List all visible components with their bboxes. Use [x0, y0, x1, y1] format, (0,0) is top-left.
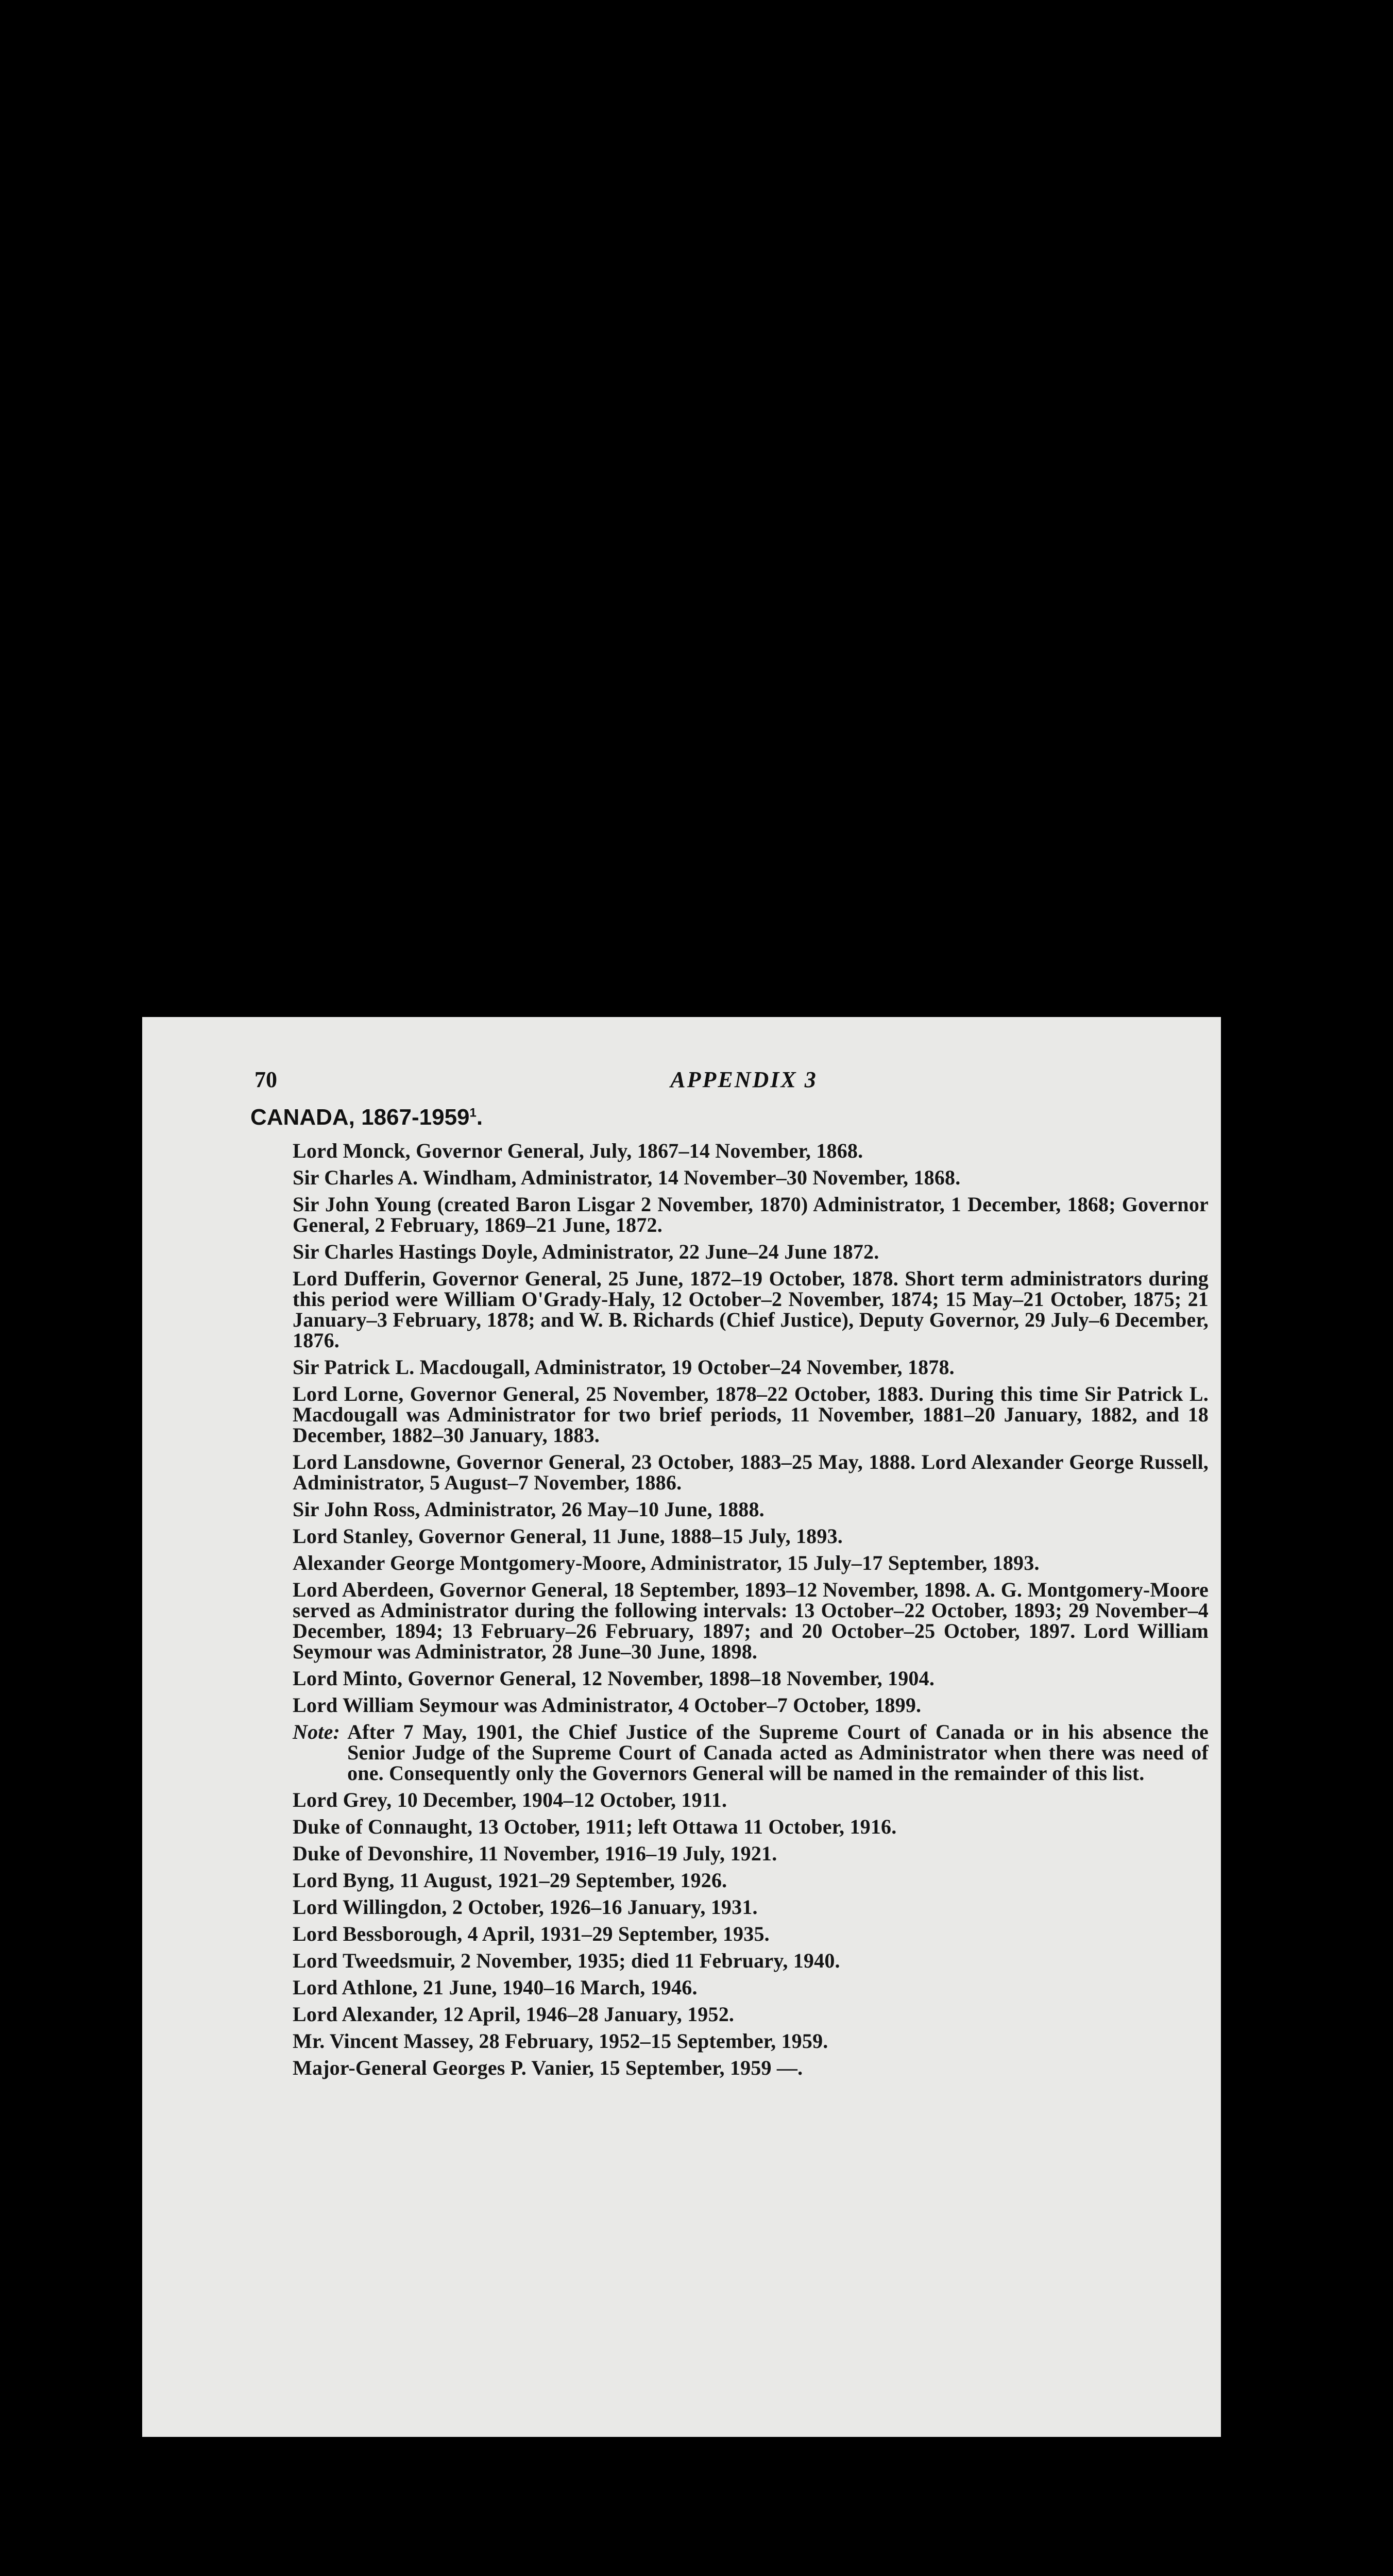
list-item: Sir Charles A. Windham, Administrator, 14 November–30 November, 1868. — [293, 1166, 961, 1189]
footnote-mark: 1 — [469, 1106, 477, 1120]
list-item: Lord Lorne, Governor General, 25 November, 1878–22 October, 1883. During this time Sir Patrick L. Macdougall was Administrator for two brief periods, 11 November, 1881–20 January, 1882, and 18 December, 1882–30 January, 1883. — [293, 1382, 1209, 1447]
page-number: 70 — [254, 1067, 277, 1092]
list-item: Sir Charles Hastings Doyle, Administrator, 22 June–24 June 1872. — [293, 1240, 879, 1263]
list-item: Lord Stanley, Governor General, 11 June, 1888–15 July, 1893. — [293, 1524, 843, 1548]
list-item: Mr. Vincent Massey, 28 February, 1952–15 September, 1959. — [293, 2029, 828, 2053]
note — [293, 1722, 1209, 1784]
list-item: Lord Alexander, 12 April, 1946–28 January, 1952. — [293, 2003, 735, 2026]
document-page — [142, 1017, 1221, 2437]
list-item: Lord Bessborough, 4 April, 1931–29 September, 1935. — [293, 1922, 770, 1945]
list-item: Lord Athlone, 21 June, 1940–16 March, 1946. — [293, 1976, 698, 1999]
governor-list — [293, 1141, 1209, 2084]
section-title — [250, 1105, 483, 1130]
list-item: Lord Tweedsmuir, 2 November, 1935; died 11 February, 1940. — [293, 1949, 840, 1972]
list-item: Lord Lansdowne, Governor General, 23 October, 1883–25 May, 1888. Lord Alexander George Russell, Administrator, 5 August–7 November, 1886. — [293, 1450, 1209, 1494]
list-item: Sir John Ross, Administrator, 26 May–10 June, 1888. — [293, 1498, 765, 1521]
list-item: Sir Patrick L. Macdougall, Administrator, 19 October–24 November, 1878. — [293, 1355, 955, 1379]
list-item: Alexander George Montgomery-Moore, Administrator, 15 July–17 September, 1893. — [293, 1551, 1040, 1574]
list-item: Lord Minto, Governor General, 12 November, 1898–18 November, 1904. — [293, 1667, 935, 1690]
list-item: Lord William Seymour was Administrator, 4 October–7 October, 1899. — [293, 1693, 922, 1717]
running-head: APPENDIX 3 — [670, 1067, 818, 1092]
list-item: Duke of Connaught, 13 October, 1911; left Ottawa 11 October, 1916. — [293, 1815, 897, 1838]
section-title-text: CANADA, 1867-1959 — [250, 1105, 470, 1130]
list-item: Lord Aberdeen, Governor General, 18 September, 1893–12 November, 1898. A. G. Montgomery-Moore served as Administrator during the following intervals: 13 October–22 October, 1893; 29 November–4 December, 1894; 13 February–26 February, 1897; and 20 October–25 October, 1897. Lord William Seymour was Administrator, 28 June–30 June, 1898. — [293, 1578, 1209, 1663]
list-item: Lord Grey, 10 December, 1904–12 October, 1911. — [293, 1788, 727, 1811]
list-item: Major-General Georges P. Vanier, 15 September, 1959 —. — [293, 2056, 803, 2079]
list-item: Lord Byng, 11 August, 1921–29 September, 1926. — [293, 1869, 727, 1892]
note-label: Note: — [293, 1720, 341, 1743]
section-title-suffix: . — [476, 1105, 483, 1130]
page-header — [254, 1066, 1218, 1097]
list-item: Lord Monck, Governor General, July, 1867–14 November, 1868. — [293, 1139, 863, 1162]
list-item: Sir John Young (created Baron Lisgar 2 November, 1870) Administrator, 1 December, 1868; Governor General, 2 February, 1869–21 June, 1872. — [293, 1193, 1209, 1236]
list-item: Duke of Devonshire, 11 November, 1916–19 July, 1921. — [293, 1842, 777, 1865]
list-item: Lord Willingdon, 2 October, 1926–16 January, 1931. — [293, 1895, 758, 1919]
note-text: After 7 May, 1901, the Chief Justice of the Supreme Court of Canada or in his absence the Senior Judge of the Supreme Court of Canada acted as Administrator when there was need of one. Consequently only the Governors General will be named in the remainder of this list. — [347, 1720, 1209, 1785]
list-item: Lord Dufferin, Governor General, 25 June, 1872–19 October, 1878. Short term administrators during this period were William O'Grady-Haly, 12 October–2 November, 1874; 15 May–21 October, 1875; 21 January–3 February, 1878; and W. B. Richards (Chief Justice), Deputy Governor, 29 July–6 December, 1876. — [293, 1267, 1209, 1352]
